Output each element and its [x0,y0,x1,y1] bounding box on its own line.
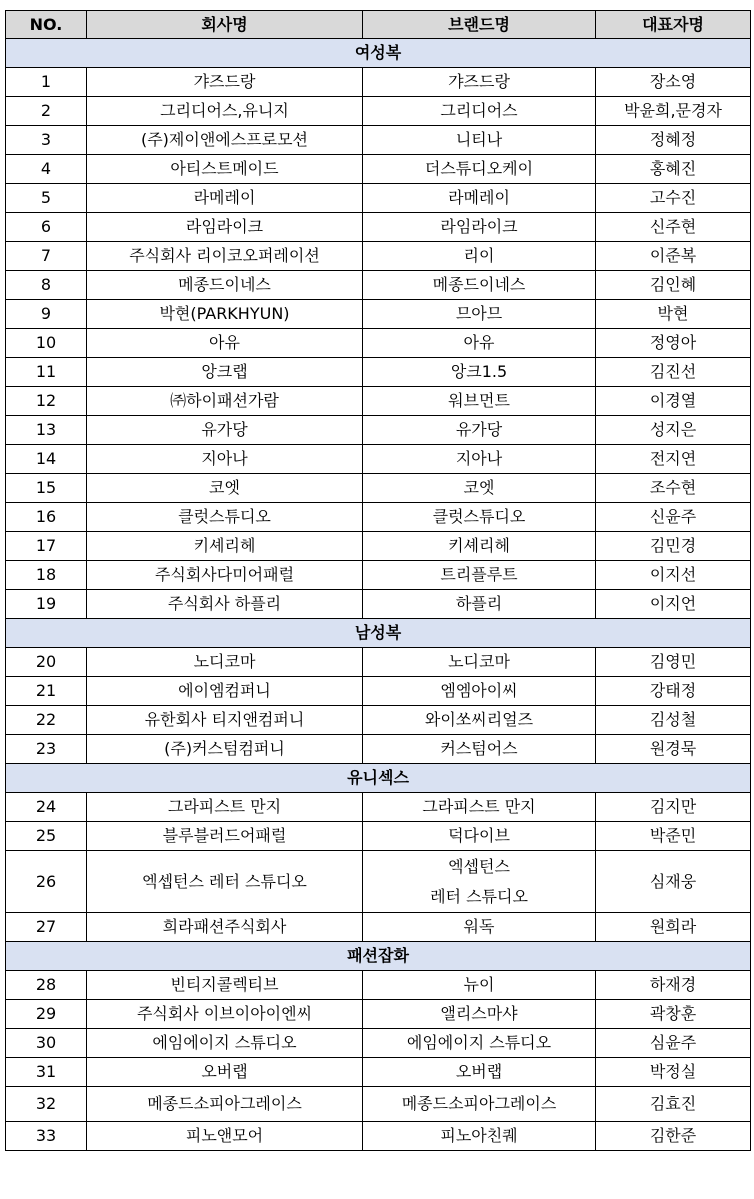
row-no: 7 [6,242,87,271]
row-no: 14 [6,445,87,474]
table-row [6,648,751,677]
row-company: 메종드소피아그레이스 [87,1087,363,1122]
section-row-womens [6,39,751,68]
row-no: 30 [6,1029,87,1058]
row-ceo: 이경열 [596,387,751,416]
row-company: 피노앤모어 [87,1122,363,1151]
row-ceo: 강태정 [596,677,751,706]
row-company: 오버랩 [87,1058,363,1087]
row-no: 3 [6,126,87,155]
table-row [6,155,751,184]
row-brand: 워브먼트 [363,387,596,416]
row-company: 갸즈드랑 [87,68,363,97]
row-no: 12 [6,387,87,416]
row-brand: 덕다이브 [363,822,596,851]
row-company: 유한회사 티지앤컴퍼니 [87,706,363,735]
row-company: 주식회사 리이코오퍼레이션 [87,242,363,271]
table-row [6,1058,751,1087]
row-brand: 코엣 [363,474,596,503]
row-ceo: 김진선 [596,358,751,387]
table-row [6,271,751,300]
row-company: 앙크랩 [87,358,363,387]
row-ceo: 이준복 [596,242,751,271]
row-ceo: 박정실 [596,1058,751,1087]
row-company: (주)제이앤에스프로모션 [87,126,363,155]
row-ceo: 김효진 [596,1087,751,1122]
row-brand: 노디코마 [363,648,596,677]
row-brand: 그리디어스 [363,97,596,126]
row-ceo: 고수진 [596,184,751,213]
row-no: 21 [6,677,87,706]
row-ceo: 전지연 [596,445,751,474]
row-brand: 와이쏘씨리얼즈 [363,706,596,735]
row-ceo: 박윤희,문경자 [596,97,751,126]
row-company: 에임에이지 스튜디오 [87,1029,363,1058]
section-row-unisex [6,764,751,793]
row-ceo: 김인혜 [596,271,751,300]
row-company: 코엣 [87,474,363,503]
header-ceo: 대표자명 [596,11,751,39]
row-brand: 뉴이 [363,971,596,1000]
row-company: 블루블러드어패럴 [87,822,363,851]
table-row [6,126,751,155]
table-row [6,1122,751,1151]
row-ceo: 장소영 [596,68,751,97]
header-brand: 브랜드명 [363,11,596,39]
table-row [6,300,751,329]
row-brand: 클럿스튜디오 [363,503,596,532]
table-row [6,184,751,213]
table-row [6,561,751,590]
row-ceo: 홍혜진 [596,155,751,184]
row-brand: 므아므 [363,300,596,329]
row-ceo: 조수현 [596,474,751,503]
table-row [6,242,751,271]
row-brand: 라메레이 [363,184,596,213]
row-company: 엑셉턴스 레터 스튜디오 [87,851,363,913]
row-no: 9 [6,300,87,329]
table-row [6,213,751,242]
row-no: 31 [6,1058,87,1087]
row-brand: 아유 [363,329,596,358]
row-company: 박현(PARKHYUN) [87,300,363,329]
row-brand: 에임에이지 스튜디오 [363,1029,596,1058]
row-brand: 메종드이네스 [363,271,596,300]
row-company: 주식회사 하플리 [87,590,363,619]
row-brand: 오버랩 [363,1058,596,1087]
row-ceo: 심윤주 [596,1029,751,1058]
table-row [6,445,751,474]
row-brand: 갸즈드랑 [363,68,596,97]
row-brand: 앙크1.5 [363,358,596,387]
row-ceo: 원희라 [596,913,751,942]
row-company: 아유 [87,329,363,358]
row-ceo: 정영아 [596,329,751,358]
row-ceo: 이지선 [596,561,751,590]
table-row [6,735,751,764]
section-title: 남성복 [6,619,751,648]
row-no: 29 [6,1000,87,1029]
row-no: 2 [6,97,87,126]
row-no: 17 [6,532,87,561]
section-title: 패션잡화 [6,942,751,971]
table-row [6,329,751,358]
row-company: 지아나 [87,445,363,474]
row-ceo: 신윤주 [596,503,751,532]
row-no: 23 [6,735,87,764]
brand-table [5,10,751,1151]
table-row [6,1087,751,1122]
row-brand: 유가당 [363,416,596,445]
row-ceo: 정혜정 [596,126,751,155]
row-no: 10 [6,329,87,358]
row-company: 라임라이크 [87,213,363,242]
row-no: 13 [6,416,87,445]
header-no: NO. [6,11,87,39]
row-brand: 더스튜디오케이 [363,155,596,184]
row-company: 유가당 [87,416,363,445]
table-row [6,971,751,1000]
row-company: 노디코마 [87,648,363,677]
row-ceo: 김성철 [596,706,751,735]
row-no: 8 [6,271,87,300]
row-brand: 메종드소피아그레이스 [363,1087,596,1122]
row-ceo: 성지은 [596,416,751,445]
row-no: 18 [6,561,87,590]
row-no: 26 [6,851,87,913]
header-company: 회사명 [87,11,363,39]
row-company: 주식회사 이브이아이엔씨 [87,1000,363,1029]
row-no: 22 [6,706,87,735]
row-brand-line: 엑셉턴스 [448,856,510,876]
row-no: 4 [6,155,87,184]
row-brand-line: 레터 스튜디오 [430,886,528,906]
row-company: 주식회사다미어패럴 [87,561,363,590]
table-row [6,913,751,942]
row-no: 1 [6,68,87,97]
row-no: 27 [6,913,87,942]
row-brand: 그라피스트 만지 [363,793,596,822]
table-row [6,851,751,913]
section-row-mens [6,619,751,648]
table-row [6,590,751,619]
row-company: (주)커스텀컴퍼니 [87,735,363,764]
table-row [6,532,751,561]
section-title: 유니섹스 [6,764,751,793]
row-ceo: 하재경 [596,971,751,1000]
row-company: 빈티지콜렉티브 [87,971,363,1000]
row-brand: 앨리스마샤 [363,1000,596,1029]
table-row [6,358,751,387]
row-ceo: 김지만 [596,793,751,822]
row-ceo: 원경묵 [596,735,751,764]
row-brand: 리이 [363,242,596,271]
row-brand: 니티나 [363,126,596,155]
row-company: 에이엠컴퍼니 [87,677,363,706]
row-company: 메종드이네스 [87,271,363,300]
row-ceo: 심재웅 [596,851,751,913]
table-row [6,387,751,416]
row-brand: 피노아친퀘 [363,1122,596,1151]
row-company: 아티스트메이드 [87,155,363,184]
row-company: 클럿스튜디오 [87,503,363,532]
row-ceo: 김영민 [596,648,751,677]
table-row [6,416,751,445]
row-no: 28 [6,971,87,1000]
section-title: 여성복 [6,39,751,68]
table-row [6,677,751,706]
row-ceo: 박현 [596,300,751,329]
row-ceo: 이지언 [596,590,751,619]
row-no: 20 [6,648,87,677]
table-row [6,822,751,851]
row-no: 33 [6,1122,87,1151]
row-no: 15 [6,474,87,503]
table-row [6,1029,751,1058]
row-brand: 지아나 [363,445,596,474]
row-brand: 키셰리헤 [363,532,596,561]
row-company: 키셰리헤 [87,532,363,561]
row-ceo: 김민경 [596,532,751,561]
row-no: 32 [6,1087,87,1122]
row-brand [363,851,596,913]
row-brand: 하플리 [363,590,596,619]
row-company: 그라피스트 만지 [87,793,363,822]
section-row-accessories [6,942,751,971]
row-brand: 엠엠아이씨 [363,677,596,706]
row-company: 라메레이 [87,184,363,213]
table-row [6,68,751,97]
row-brand: 커스텀어스 [363,735,596,764]
table-row [6,474,751,503]
table-row [6,1000,751,1029]
table-row [6,97,751,126]
row-company: ㈜하이패션가람 [87,387,363,416]
row-no: 24 [6,793,87,822]
row-no: 11 [6,358,87,387]
row-no: 16 [6,503,87,532]
row-brand: 워독 [363,913,596,942]
row-no: 5 [6,184,87,213]
table-row [6,706,751,735]
row-company: 희라패션주식회사 [87,913,363,942]
row-no: 25 [6,822,87,851]
row-no: 6 [6,213,87,242]
row-ceo: 신주현 [596,213,751,242]
row-ceo: 곽창훈 [596,1000,751,1029]
row-brand: 라임라이크 [363,213,596,242]
table-row [6,503,751,532]
table-header-row [6,11,751,39]
row-brand: 트리플루트 [363,561,596,590]
row-ceo: 김한준 [596,1122,751,1151]
row-company: 그리디어스,유니지 [87,97,363,126]
table-row [6,793,751,822]
row-no: 19 [6,590,87,619]
row-ceo: 박준민 [596,822,751,851]
